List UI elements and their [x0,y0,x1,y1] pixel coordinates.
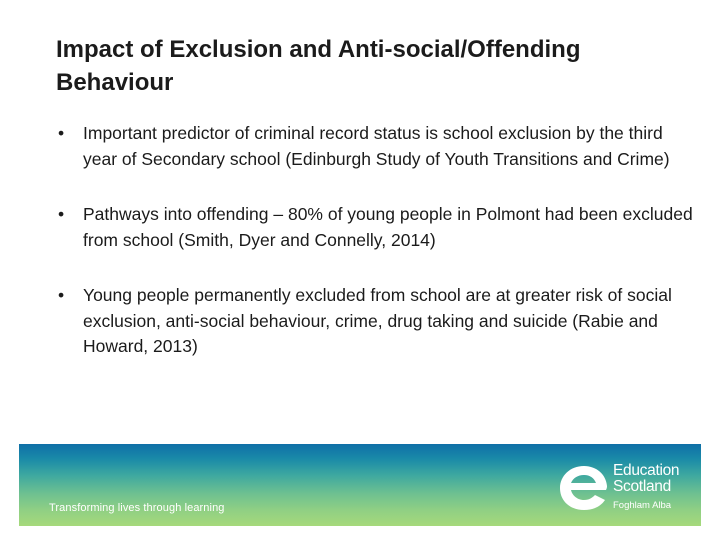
slide-title: Impact of Exclusion and Anti-social/Offending Behaviour [56,36,581,96]
bullet-marker: • [58,123,65,143]
bullet-list [56,121,696,360]
footer-tagline: Transforming lives through learning [49,502,225,514]
bullet-text: Important predictor of criminal record status is school exclusion by the third year of Secondary school (Edinburgh Study of Youth Transitions and Crime) [83,123,670,169]
footer-band [19,444,701,526]
logo-name-line1: Education [613,462,680,479]
bullet-item [56,121,696,172]
bullet-text: Young people permanently excluded from school are at greater risk of social exclusion, anti-social behaviour, crime, drug taking and suicide (Rabie and Howard, 2013) [83,285,672,356]
logo-subtitle: Foghlam Alba [613,500,672,511]
bullet-text: Pathways into offending – 80% of young people in Polmont had been excluded from school (Smith, Dyer and Connelly, 2014) [83,204,693,250]
logo-name-line2: Scotland [613,478,671,495]
bullet-item [56,283,696,360]
bullet-marker: • [58,285,65,305]
bullet-marker: • [58,204,65,224]
education-scotland-logo-icon [556,460,612,516]
bullet-item [56,202,696,253]
education-scotland-logo [556,460,696,516]
